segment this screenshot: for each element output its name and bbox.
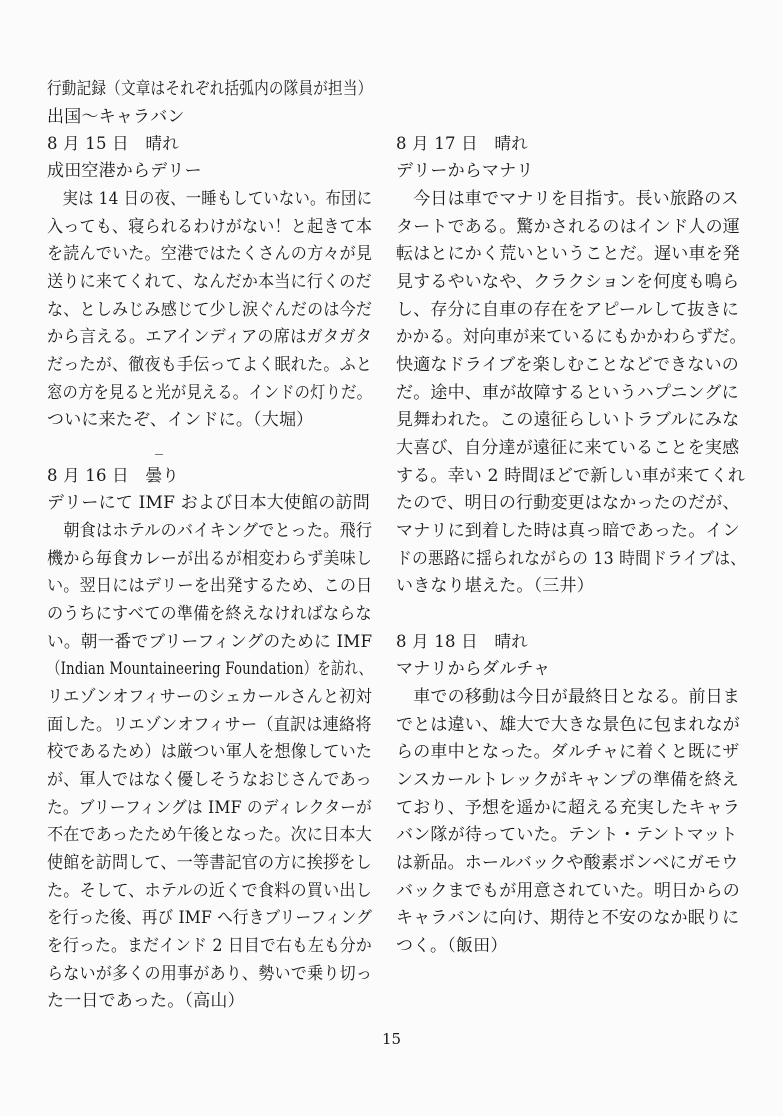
scan-mark bbox=[155, 454, 163, 455]
section-subtitle: 出国〜キャラバン bbox=[47, 107, 185, 127]
text-line: かかる。対向車が来ているにもかかわらずだ。 bbox=[396, 327, 747, 347]
text-line: を行った後、再び IMF へ行きブリーフィング bbox=[47, 908, 373, 928]
entry-heading: マナリからダルチャ bbox=[396, 659, 551, 679]
page-number: 15 bbox=[381, 1030, 402, 1048]
text-line: する。幸い 2 時間ほどで新しい車が来てくれ bbox=[396, 466, 746, 486]
text-line: らないが多くの用事があり、勢いで乗り切っ bbox=[47, 964, 373, 984]
text-line: ついに来たぞ、インドに。（大堀） bbox=[47, 410, 314, 430]
text-line: バン隊が待っていた。テント・テントマット bbox=[396, 825, 738, 845]
text-line: でとは違い、雄大で大きな景色に包まれなが bbox=[396, 715, 740, 735]
text-line: 見舞われた。この遠征らしいトラブルにみな bbox=[396, 410, 740, 430]
entry-date: 8 月 17 日 晴れ bbox=[396, 134, 528, 153]
section-title: 行動記録（文章はそれぞれ括弧内の隊員が担当） bbox=[47, 79, 373, 99]
text-line: ドの悪路に揺られながらの 13 時間ドライブは、 bbox=[396, 549, 747, 569]
text-line: から言える。エアインディアの席はガタガタ bbox=[47, 327, 373, 347]
text-line: 使館を訪問して、一等書記官の方に挨拶をし bbox=[47, 853, 372, 873]
text-line: ており、予想を遥かに超える充実したキャラ bbox=[396, 798, 740, 818]
text-line: 快適なドライブを楽しむことなどできないの bbox=[396, 355, 739, 375]
text-line: いきなり堪えた。（三井） bbox=[396, 576, 594, 596]
text-line: い。翌日にはデリーを出発するため、この日 bbox=[47, 576, 373, 596]
text-line: い。朝一番でブリーフィングのために IMF bbox=[47, 632, 373, 652]
text-line: 面した。リエゾンオフィサー（直訳は連絡将 bbox=[47, 715, 372, 735]
text-line: ンスカールトレックがキャンプの準備を終え bbox=[396, 770, 739, 790]
text-line: のうちにすべての準備を終えなければならな bbox=[47, 604, 372, 624]
text-line: 転はとにかく荒いということだ。遅い車を発 bbox=[396, 244, 740, 264]
text-line: た。ブリーフィングは IMF のディレクターが bbox=[47, 798, 372, 818]
text-line: 今日は車でマナリを目指す。長い旅路のス bbox=[396, 189, 739, 209]
text-line: マナリに到着した時は真っ暗であった。イン bbox=[396, 521, 740, 541]
text-line: タートである。驚かされるのはインド人の運 bbox=[396, 217, 740, 237]
text-line: （Indian Mountaineering Foundation）を訪れ、 bbox=[47, 659, 373, 679]
text-line: 機から毎食カレーが出るが相変わらず美味し bbox=[47, 549, 373, 569]
text-line: つく。（飯田） bbox=[396, 936, 508, 956]
text-line: 車での移動は今日が最終日となる。前日ま bbox=[396, 687, 740, 707]
text-line: た一日であった。（高山） bbox=[47, 991, 245, 1011]
text-line: らの車中となった。ダルチャに着くと既にザ bbox=[396, 742, 740, 762]
text-line: 送りに来てくれて、なんだか本当に行くのだ bbox=[47, 272, 372, 292]
entry-heading: デリーからマナリ bbox=[396, 161, 534, 181]
text-line: 大喜び、自分達が遠征に来ていることを実感 bbox=[396, 438, 740, 458]
text-line: 入っても、寝られるわけがない！と起きて本 bbox=[47, 217, 373, 237]
text-line: 朝食はホテルのバイキングでとった。飛行 bbox=[47, 521, 373, 541]
text-line: 見するやいなや、クラクションを何度も鳴ら bbox=[396, 272, 740, 292]
text-line: は新品。ホールバックや酸素ボンベにガモウ bbox=[396, 853, 739, 873]
text-line: 校であるため）は厳つい軍人を想像していた bbox=[47, 742, 373, 762]
text-line: リエゾンオフィサーのシェカールさんと初対 bbox=[47, 687, 373, 707]
text-line: バックまでもが用意されていた。明日からの bbox=[396, 881, 740, 901]
entry-date: 8 月 16 日 曇り bbox=[47, 466, 179, 485]
text-line: キャラバンに向け、期待と不安のなか眠りに bbox=[396, 908, 740, 928]
text-line: な、としみじみ感じて少し涙ぐんだのは今だ bbox=[47, 300, 373, 320]
entry-heading: デリーにて IMF および日本大使館の訪問 bbox=[47, 493, 370, 513]
text-line: し、存分に自車の存在をアピールして抜きに bbox=[396, 300, 739, 320]
text-line: を行った。まだインド 2 日目で右も左も分か bbox=[47, 936, 372, 956]
text-line: 実は 14 日の夜、一睡もしていない。布団に bbox=[47, 189, 373, 209]
text-line: 窓の方を見ると光が見える。インドの灯りだ。 bbox=[47, 383, 373, 403]
text-line: だったが、徹夜も手伝ってよく眠れた。ふと bbox=[47, 355, 373, 375]
text-line: だ。途中、車が故障するというハプニングに bbox=[396, 383, 739, 403]
text-line: が、軍人ではなく優しそうなおじさんであっ bbox=[47, 770, 372, 790]
entry-heading: 成田空港からデリー bbox=[47, 161, 202, 181]
text-line: たので、明日の行動変更はなかったのだが、 bbox=[396, 493, 740, 513]
entry-date: 8 月 15 日 晴れ bbox=[47, 134, 179, 153]
text-line: を読んでいた。空港ではたくさんの方々が見 bbox=[47, 244, 373, 264]
text-line: 不在であったため午後となった。次に日本大 bbox=[47, 825, 372, 845]
entry-date: 8 月 18 日 晴れ bbox=[396, 632, 528, 651]
text-line: た。そして、ホテルの近くで食料の買い出し bbox=[47, 881, 372, 901]
